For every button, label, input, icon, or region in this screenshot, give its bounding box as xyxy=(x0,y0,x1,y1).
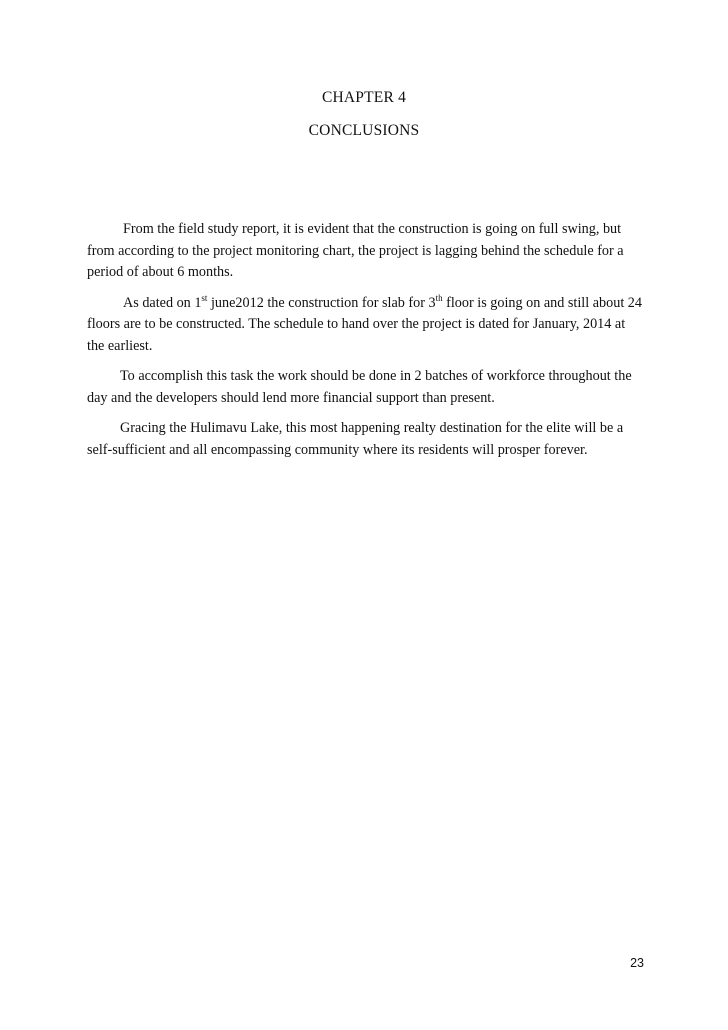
paragraph-schedule-text-1: As dated on 1 xyxy=(123,294,202,311)
paragraph-schedule xyxy=(87,293,643,358)
chapter-title: CONCLUSIONS xyxy=(308,122,420,139)
chapter-number: CHAPTER 4 xyxy=(321,89,407,106)
paragraph-schedule-text-2: june2012 the construction for slab for 3 xyxy=(207,294,436,311)
superscript-th: th xyxy=(435,292,443,303)
paragraph-field-study: From the field study report, it is evident that the construction is going on full swing, but from according to the project monitoring chart, the project is lagging behind the schedule for a period of about 6 months. xyxy=(87,221,624,280)
superscript-st: st xyxy=(201,292,208,303)
body-text xyxy=(87,219,643,470)
page-number: 23 xyxy=(630,956,644,970)
paragraph-schedule-text-3: floor is going on and still about 24 floors are to be constructed. The schedule to hand over the project is dated for January, 2014 at the earliest. xyxy=(87,294,642,354)
paragraph-workforce: To accomplish this task the work should be done in 2 batches of workforce throughout the day and the developers should lend more financial support than present. xyxy=(87,368,632,406)
paragraph-hulimavu: Gracing the Hulimavu Lake, this most happening realty destination for the elite will be a self-sufficient and all encompassing community where its residents will prosper forever. xyxy=(87,420,624,458)
